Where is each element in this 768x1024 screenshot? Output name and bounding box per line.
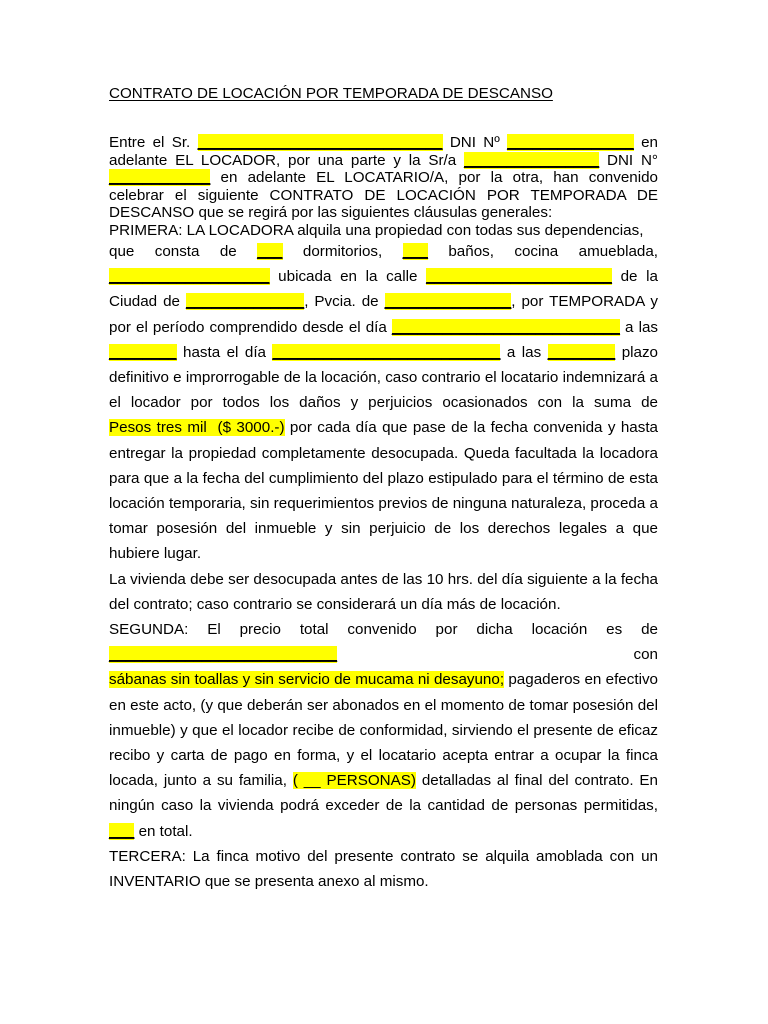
paragraph-vivienda: La vivienda debe ser desocupada antes de las 10 hrs. del día siguiente a la fecha del contrato; caso contrario se considerará un día más de locación. bbox=[109, 570, 658, 613]
segunda-text-5: en total. bbox=[134, 822, 193, 840]
blank-precio-total[interactable]: ___________________________ bbox=[109, 646, 338, 664]
document-body bbox=[109, 134, 658, 894]
primera-text-10: a las bbox=[500, 343, 548, 361]
paragraph-primera-heading: PRIMERA: LA LOCADORA alquila una propiedad con todas sus dependencias, bbox=[109, 221, 644, 239]
primera-text-11: plazo definitivo e improrrogable de la locación, caso contrario el locatario indemnizará a el locador por todos los daños y perjuicios ocasionados con la suma de bbox=[109, 343, 658, 412]
primera-text-9: hasta el día bbox=[176, 343, 273, 361]
blank-hora-desde[interactable]: ________ bbox=[109, 343, 177, 361]
blank-fecha-hasta[interactable]: ___________________________ bbox=[272, 343, 501, 361]
blank-locataria-name[interactable]: ________________ bbox=[464, 151, 600, 169]
segunda-text-4: detalladas al final del contrato. En ningún caso la vivienda podrá exceder de la cantidad de personas permitidas, bbox=[109, 772, 658, 815]
primera-text-7: , por TEMPORADA y por el período comprendido desde el día bbox=[109, 293, 658, 336]
document-title: CONTRATO DE LOCACIÓN POR TEMPORADA DE DESCANSO bbox=[109, 85, 553, 102]
primera-text-2: dormitorios, bbox=[282, 243, 403, 260]
blank-extra[interactable]: ___________________ bbox=[109, 268, 270, 286]
highlight-personas: ( __ PERSONAS) bbox=[292, 772, 416, 790]
primera-text-4: ubicada en la calle bbox=[269, 268, 427, 286]
blank-calle[interactable]: ______________________ bbox=[426, 268, 612, 286]
blank-locador-name[interactable]: _____________________________ bbox=[197, 134, 443, 151]
primera-text-12: por cada día que pase de la fecha convenida y hasta entregar la propiedad completamente desocupada. Queda facultada la locadora para que a la fecha del cumplimiento del plazo estipulado para el término de esta locación temporaria, sin requerimientos previos de ninguna naturaleza, proceda a tomar posesión del inmueble y sin perjuicio de los derechos legales a que hubiere lugar. bbox=[109, 419, 658, 563]
primera-text-8: a las bbox=[619, 318, 658, 336]
blank-fecha-desde[interactable]: ___________________________ bbox=[391, 318, 620, 336]
primera-text-1: que consta de bbox=[109, 243, 258, 260]
paragraph-primera bbox=[109, 239, 658, 567]
blank-locataria-dni[interactable]: ____________ bbox=[109, 169, 211, 186]
segunda-text-1: SEGUNDA: El precio total convenido por dicha locación es de bbox=[109, 621, 658, 639]
blank-dormitorios[interactable]: ___ bbox=[257, 243, 283, 260]
blank-personas-total[interactable]: ___ bbox=[109, 822, 135, 840]
highlight-monto-diario: Pesos tres mil ($ 3000.-) bbox=[109, 419, 285, 437]
highlight-servicios: sábanas sin toallas y sin servicio de mucama ni desayuno; bbox=[109, 671, 505, 689]
intro-text-4: DNI N° bbox=[599, 151, 658, 169]
primera-text-5: de la Ciudad de bbox=[109, 268, 659, 311]
blank-provincia[interactable]: _______________ bbox=[384, 293, 512, 311]
primera-text-3: baños, cocina amueblada, bbox=[427, 243, 659, 260]
segunda-text-3: pagaderos en efectivo en este acto, (y que deberán ser abonados en el momento de tomar posesión del inmueble) y que el locador recibe de conformidad, sirviendo el presente de eficaz recibo y carta de pago en forma, y el locatario acepta entrar a ocupar la finca locada, junto a su familia, bbox=[109, 671, 658, 790]
paragraph-intro bbox=[109, 134, 658, 222]
segunda-text-2: con bbox=[337, 646, 658, 664]
intro-text-3: en adelante EL LOCADOR, por una parte y la Sr/a bbox=[109, 134, 658, 169]
blank-locador-dni[interactable]: _______________ bbox=[507, 134, 634, 151]
blank-banos[interactable]: ___ bbox=[402, 243, 428, 260]
paragraph-tercera: TERCERA: La finca motivo del presente contrato se alquila amoblada con un INVENTARIO que se presenta anexo al mismo. bbox=[109, 847, 658, 891]
blank-hora-hasta[interactable]: ________ bbox=[547, 343, 616, 361]
intro-text-2: DNI Nº bbox=[442, 134, 508, 151]
primera-text-6: , Pvcia. de bbox=[304, 293, 385, 311]
blank-ciudad[interactable]: ______________ bbox=[185, 293, 305, 311]
paragraph-segunda bbox=[109, 617, 658, 844]
intro-text-1: Entre el Sr. bbox=[109, 134, 198, 151]
intro-text-5: en adelante EL LOCATARIO/A, por la otra, han convenido celebrar el siguiente CONTRATO DE LOCACIÓN POR TEMPORADA DE DESCANSO que se regirá por las siguientes cláusulas generales: bbox=[109, 169, 658, 221]
